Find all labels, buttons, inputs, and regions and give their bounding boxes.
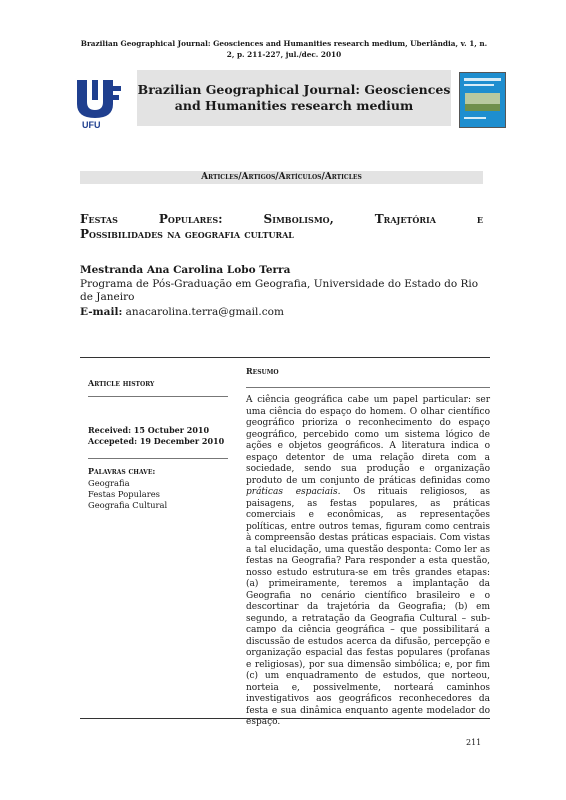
abstract-text xyxy=(246,395,490,729)
journal-citation-line-1: Brazilian Geographical Journal: Geosciences and Humanities research medium, Uberlândia, v. 1, n. xyxy=(80,39,488,48)
title-word: Trajetória xyxy=(374,212,436,226)
abstract-text-part-2: . Os rituais religiosos, as paisagens, as festas populares, as práticas comerciais e econômicas, as representações políticas, entre outros temas, figuram como centrais à compreensão destas práticas espaciais. Com vistas a tal elucidação, uma questão desponta: Como ler as festas na Geografia? Para responder a esta questão, nosso estudo estrutura-se em três grandes etapas: (a) primeiramente, teremos a implantação da Geografia no cenário científico brasileiro e o descortinar da trajetória da Geografia; (b) em segundo, a retratação da Geografia Cultural – sub-campo da ciência geográfica – que possibilitará a discussão de estudos acerca da difusão, percepção e organização espacial das festas populares (profanas e religiosas), por sua dimensão simbólica; e, por fim (c) um enquadramento de estudos, que norteou, norteia e, possivelmente, norteará caminhos investigativos aos geográficos reconhecedores da festa e sua dinâmica enquanto agente modelador do espaço. xyxy=(246,487,490,727)
logo-text: UFU xyxy=(82,120,101,130)
keyword: Festas Populares xyxy=(88,489,160,499)
journal-cover-image xyxy=(459,72,506,128)
author-name: Mestranda Ana Carolina Lobo Terra xyxy=(80,264,291,276)
article-dates xyxy=(88,425,224,447)
article-history-heading: Article history xyxy=(88,378,155,388)
abstract-heading: Resumo xyxy=(246,366,279,376)
journal-citation xyxy=(78,38,490,60)
divider-history xyxy=(88,396,228,397)
keyword: Geografia Cultural xyxy=(88,500,168,510)
keywords-heading: Palavras chave: xyxy=(88,466,156,476)
title-word: Festas xyxy=(80,212,118,226)
title-word: Populares: xyxy=(158,212,223,226)
title-word: e xyxy=(476,212,483,226)
paper-title-line-1 xyxy=(80,212,483,227)
received-date: Received: 15 Octuber 2010 xyxy=(88,425,210,435)
keyword: Geografia xyxy=(88,478,130,488)
journal-title: Brazilian Geographical Journal: Geosciences and Humanities research medium xyxy=(137,70,451,126)
divider-top xyxy=(80,357,490,358)
author-affiliation: Programa de Pós-Graduação em Geografia, Universidade do Estado do Rio de Janeiro xyxy=(80,278,479,303)
title-word: Simbolismo, xyxy=(263,212,334,226)
section-label: Articles/Artigos/Artículos/Articles xyxy=(80,171,483,184)
paper-title xyxy=(80,212,483,242)
divider-keywords xyxy=(88,458,228,459)
abstract-text-part-1: A ciência geográfica cabe um papel particular: ser uma ciência do espaço do homem. O olhar científico geográfico prioriza o reconhecimento do espaço geográfico, percebido como um sistema lógico de ações e objetos geográficos. A literatura indica o espaço detentor de uma relação direta com a sociedade, sendo sua produção e organização produto de um conjunto de práticas definidas como xyxy=(246,395,490,486)
page-number: 211 xyxy=(466,738,482,747)
email-address[interactable]: anacarolina.terra@gmail.com xyxy=(125,306,284,318)
keywords-list xyxy=(88,478,167,511)
paper-title-line-2: Possibilidades na geografia cultural xyxy=(80,227,294,241)
accepted-date: Accepeted: 19 December 2010 xyxy=(88,436,225,446)
author-email xyxy=(80,306,284,318)
ufu-logo-mark-icon xyxy=(73,78,125,120)
divider-abstract xyxy=(246,387,490,388)
abstract-italic-term: práticas espaciais xyxy=(246,487,338,497)
journal-citation-line-2: 2, p. 211-227, jul./dec. 2010 xyxy=(226,50,342,59)
email-label: E-mail: xyxy=(80,306,123,318)
